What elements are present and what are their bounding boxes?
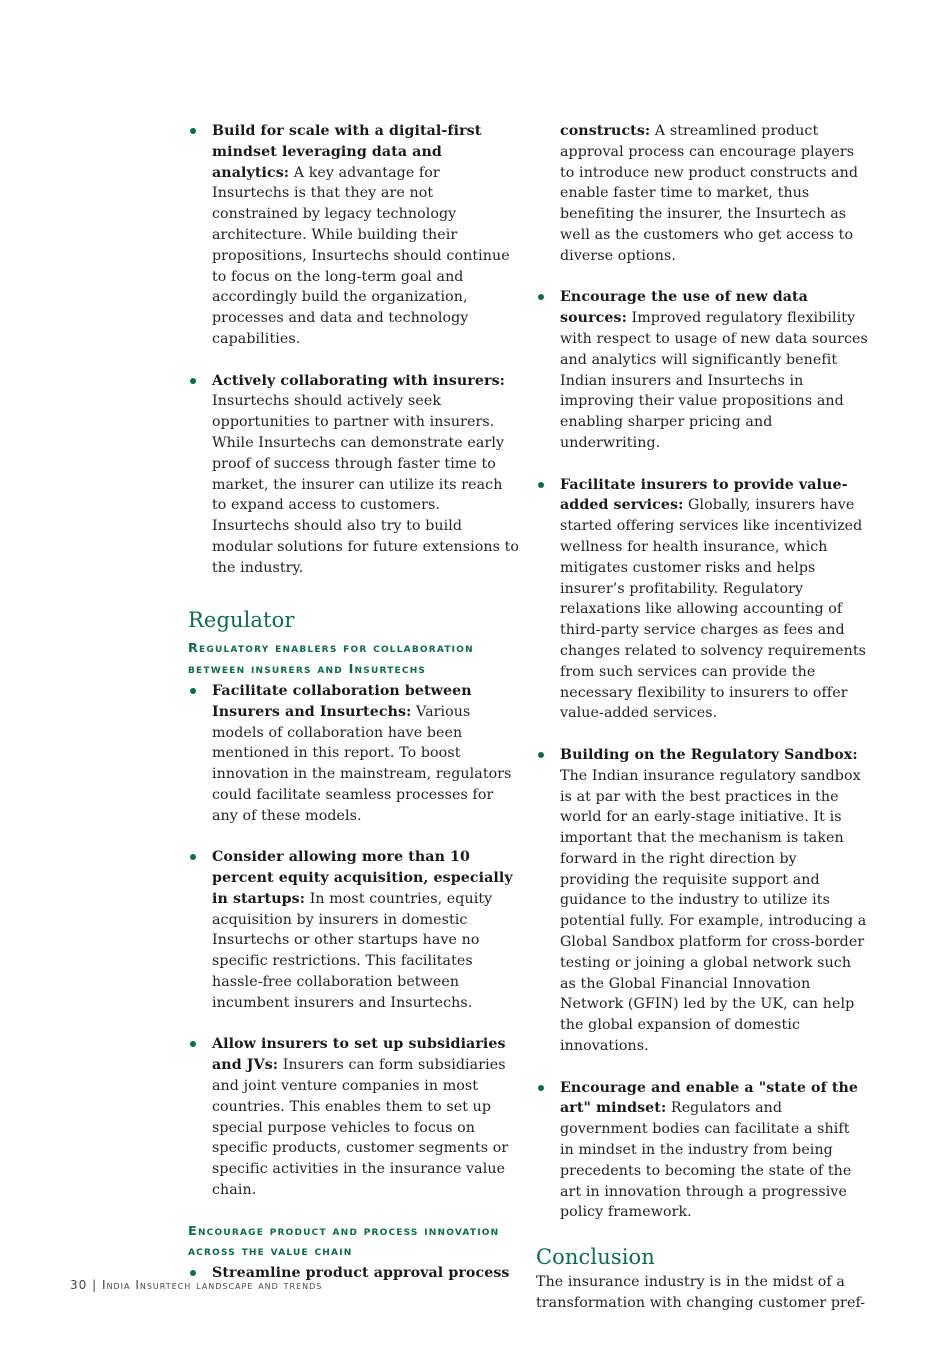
list-item-text: Globally, insurers have started offering services like incentivized wellness for health insurance, which mitigates customer risks and helps insurer’s profitability. Regulatory relaxations like allowing accounting of third-party service charges as fees and changes related to solvency requirements from such services can provide the necessary flexibility to insurers to offer value-added services. <box>560 497 867 722</box>
list-item-title: Building on the Regulatory Sandbox: <box>560 746 858 763</box>
list-item-title: Build for scale with a digital-first mindset leveraging data and analytics: <box>212 123 482 181</box>
bullet-icon <box>190 1041 196 1047</box>
left-column <box>188 121 520 1284</box>
page-footer <box>70 1278 322 1292</box>
regulator-heading: Regulator <box>188 608 295 633</box>
list-item-title: Encourage the use of new data sources: <box>560 289 808 327</box>
conclusion-heading: Conclusion <box>536 1245 655 1270</box>
bullet-icon <box>190 128 196 134</box>
list-item-title: Streamline product approval process <box>212 1265 510 1282</box>
list-item-text: A streamlined product approval process can encourage players to introduce new product constructs and enable faster time to market, thus benefiting the insurer, the Insurtech as well as the customers who get access to diverse options. <box>560 123 859 264</box>
list-item <box>536 287 868 453</box>
bullet-icon <box>538 482 544 488</box>
footer-separator: | <box>92 1278 98 1292</box>
page-number: 30 <box>70 1278 88 1292</box>
list-item-text: The Indian insurance regulatory sandbox is at par with the best practices in the world for an early-stage initiative. It is important that the mechanism is taken forward in the right direction by providing the requisite support and guidance to the industry to utilize its potential fully. For example, introducing a Global Sandbox platform for cross-border testing or joining a global network such as the Global Financial Innovation Network (GFIN) led by the UK, can help the global expansion of domestic innovations. <box>560 767 867 1055</box>
insurtech-recommendations-list <box>188 121 520 579</box>
list-item <box>188 681 520 827</box>
bullet-icon <box>190 1270 196 1276</box>
list-item-text: Regulators and government bodies can facilitate a shift in mindset in the industry from being precedents to becoming the state of the art in innovation through a progressive policy framework. <box>560 1100 852 1221</box>
list-item <box>188 371 520 579</box>
list-item-title: Consider allowing more than 10 percent equity acquisition, especially in startups: <box>212 849 513 907</box>
list-item <box>188 121 520 350</box>
list-item-title: Actively collaborating with insurers: <box>212 372 505 389</box>
list-item-title: Allow insurers to set up subsidiaries and JVs: <box>212 1036 506 1074</box>
list-item <box>536 1078 868 1224</box>
report-title: India Insurtech landscape and trends <box>101 1278 323 1292</box>
list-item <box>188 847 520 1013</box>
list-item-text: In most countries, equity acquisition by insurers in domestic Insurtechs or other startups have no specific restrictions. This facilitates hassle-free collaboration between incumbent insurers and Insurtechs. <box>212 890 493 1011</box>
bullet-icon <box>538 752 544 758</box>
bullet-icon <box>538 294 544 300</box>
list-item-text: Insurers can form subsidiaries and joint venture companies in most countries. This enables them to set up special purpose vehicles to focus on specific products, customer segments or specific activities in the insurance value chain. <box>212 1057 509 1199</box>
bullet-icon <box>190 378 196 384</box>
list-item <box>536 745 868 1057</box>
list-item-text: A key advantage for Insurtechs is that they are not constrained by legacy technology architecture. While building their propositions, Insurtechs should continue to focus on the long-term goal and accordingly build the organization, processes and data and technology capabilities. <box>212 164 510 347</box>
list-item-title: Encourage and enable a "state of the art" mindset: <box>560 1079 859 1117</box>
list-item-title: Facilitate collaboration between Insurers and Insurtechs: <box>212 682 472 720</box>
list-item <box>188 1034 520 1200</box>
list-item <box>536 475 868 725</box>
list-item-text: Improved regulatory flexibility with respect to usage of new data sources and analytics will significantly benefit Indian insurers and Insurtechs in improving their value propositions and enabling sharper pricing and underwriting. <box>560 310 868 451</box>
conclusion-paragraph: The insurance industry is in the midst of a transformation with changing customer pref- <box>536 1274 866 1311</box>
list-item-text: Various models of collaboration have been mentioned in this report. To boost innovation in the mainstream, regulators could facilitate seamless processes for any of these models. <box>212 703 512 824</box>
bullet-icon <box>190 688 196 694</box>
list-item-text: Insurtechs should actively seek opportunities to partner with insurers. While Insurtechs can demonstrate early proof of success through faster time to market, the insurer can utilize its reach to expand access to customers. Insurtechs should also try to build modular solutions for future extensions to the industry. <box>212 393 520 576</box>
bullet-icon <box>538 1085 544 1091</box>
bullet-icon <box>190 854 196 860</box>
regulator-recommendations-list <box>188 681 520 1201</box>
list-item-continuation <box>536 121 868 267</box>
list-item-title: constructs: <box>560 123 651 139</box>
product-innovation-subheading: Encourage product and process innovation across the value chain <box>188 1223 500 1260</box>
right-column <box>536 121 868 1314</box>
regulatory-enablers-subheading: Regulatory enablers for collaboration between insurers and Insurtechs <box>188 641 474 678</box>
list-item-title: Facilitate insurers to provide value-added services: <box>560 476 848 514</box>
regulator-recommendations-list-continued <box>536 287 868 1223</box>
